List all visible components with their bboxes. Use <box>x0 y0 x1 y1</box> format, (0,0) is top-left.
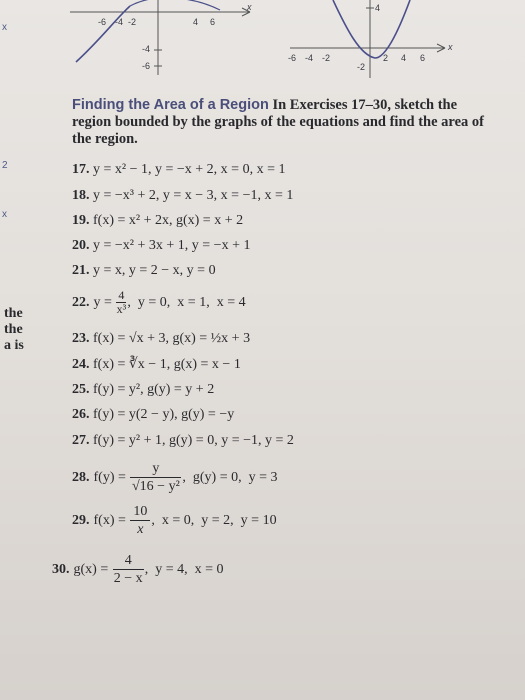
right-graph <box>285 0 460 80</box>
left-graph-axis-label: x <box>247 2 252 12</box>
exercise-number: 28. <box>72 469 90 485</box>
section-lead: Finding the Area of a Region <box>72 97 269 113</box>
left-graph-tick: -4 <box>115 17 124 27</box>
fraction-numerator: 4 <box>113 552 144 570</box>
exercise-number: 24. <box>72 357 90 372</box>
exercise-number: 27. <box>72 433 90 448</box>
fraction <box>130 503 150 538</box>
exercise-27 <box>72 433 294 449</box>
exercise-number: 20. <box>72 238 90 253</box>
margin-mark: 2 <box>2 160 8 171</box>
margin-word: the <box>4 306 23 321</box>
exercise-text: y = x² − 1, y = −x + 2, x = 0, x = 1 <box>93 162 286 177</box>
right-graph-tick: 4 <box>401 53 407 63</box>
exercise-28 <box>72 460 278 495</box>
right-graph-tick: -2 <box>322 53 331 63</box>
right-graph-tick: 2 <box>383 53 389 63</box>
exercise-text-pre: f(y) = <box>93 469 130 485</box>
exercise-number: 21. <box>72 263 90 278</box>
fraction <box>113 552 144 587</box>
exercise-text-pre: f(x) = <box>93 512 130 528</box>
fraction-numerator: y <box>130 460 181 478</box>
left-graph-tick: -6 <box>98 17 107 27</box>
exercise-text: f(x) = x² + 2x, g(x) = x + 2 <box>93 213 244 228</box>
left-graph-tick: -6 <box>142 61 151 71</box>
exercise-text-post: , x = 0, y = 2, y = 10 <box>151 512 277 528</box>
right-graph-tick: -2 <box>357 62 366 72</box>
margin-word: a is <box>4 338 24 353</box>
exercise-text-post: , y = 4, x = 0 <box>144 561 224 577</box>
exercise-text: y = x, y = 2 − x, y = 0 <box>93 263 216 278</box>
margin-mark: x <box>2 209 7 220</box>
exercise-18 <box>72 188 293 204</box>
exercise-30 <box>52 552 224 587</box>
exercise-text: f(x) = ∛x − 1, g(x) = x − 1 <box>93 357 241 372</box>
left-graph-tick: 6 <box>210 17 216 27</box>
margin-word: the <box>4 322 23 337</box>
exercise-21 <box>72 263 216 279</box>
exercise-text: f(y) = y(2 − y), g(y) = −y <box>93 407 235 422</box>
exercise-number: 18. <box>72 188 90 203</box>
exercise-text: f(x) = √x + 3, g(x) = ½x + 3 <box>93 331 251 346</box>
fraction-denominator: x³ <box>116 302 127 316</box>
right-graph-tick: -6 <box>288 53 297 63</box>
exercise-text-pre: y = <box>93 294 116 310</box>
left-graph-tick: -4 <box>142 44 151 54</box>
fraction <box>116 289 126 316</box>
left-graph-tick: -2 <box>128 17 137 27</box>
exercise-number: 22. <box>72 294 90 310</box>
exercise-29 <box>72 503 277 538</box>
exercise-17 <box>72 162 285 178</box>
fraction-numerator: 4 <box>118 288 125 302</box>
fraction-numerator: 10 <box>130 503 150 521</box>
exercise-25 <box>72 382 214 398</box>
exercise-24 <box>72 356 241 373</box>
exercise-23 <box>72 331 250 347</box>
exercise-text: f(y) = y² + 1, g(y) = 0, y = −1, y = 2 <box>93 433 294 448</box>
fraction-denominator: √16 − y² <box>132 479 180 494</box>
right-graph-tick: -4 <box>305 53 314 63</box>
exercise-text: y = −x³ + 2, y = x − 3, x = −1, x = 1 <box>93 188 294 203</box>
left-graph <box>70 0 270 80</box>
exercise-text-pre: g(x) = <box>73 561 112 577</box>
right-graph-tick: 6 <box>420 53 426 63</box>
exercise-20 <box>72 238 250 254</box>
exercise-number: 23. <box>72 331 90 346</box>
right-graph-tick: 4 <box>375 3 381 13</box>
exercise-19 <box>72 213 243 229</box>
margin-mark: x <box>2 22 7 33</box>
exercise-number: 19. <box>72 213 90 228</box>
right-graph-axis-label: x <box>448 42 453 52</box>
exercise-number: 30. <box>52 561 70 577</box>
exercise-text-post: , y = 0, x = 1, x = 4 <box>127 294 246 310</box>
exercise-text: f(y) = y², g(y) = y + 2 <box>93 382 215 397</box>
exercise-number: 26. <box>72 407 90 422</box>
exercise-number: 29. <box>72 512 90 528</box>
exercise-22 <box>72 289 246 316</box>
left-graph-tick: 4 <box>193 17 199 27</box>
exercise-number: 25. <box>72 382 90 397</box>
exercise-26 <box>72 407 234 423</box>
exercise-text: y = −x² + 3x + 1, y = −x + 1 <box>93 238 251 253</box>
exercise-number: 17. <box>72 162 90 177</box>
exercise-text-post: , g(y) = 0, y = 3 <box>182 469 278 485</box>
fraction <box>130 460 181 495</box>
section-heading <box>72 97 492 148</box>
fraction-denominator: x <box>137 522 144 537</box>
section-instructions: In Exercises 17–30, sketch the region bounded by the graphs of the equations and find the area of the region. <box>72 97 484 147</box>
fraction-denominator: 2 − x <box>113 571 143 586</box>
